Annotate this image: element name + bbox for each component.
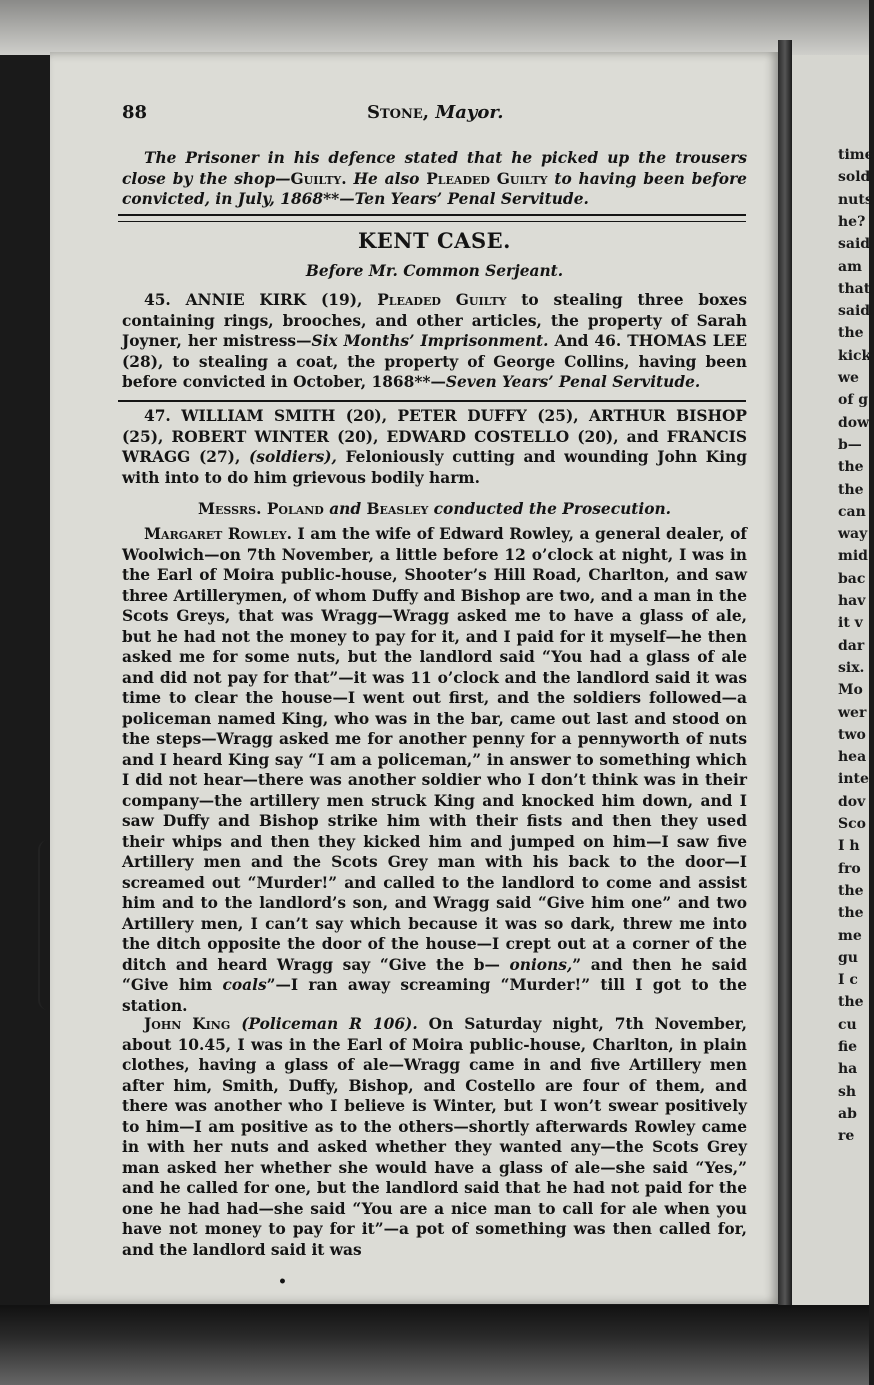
next-page-fragment: sh bbox=[838, 1083, 857, 1100]
page-number: 88 bbox=[122, 102, 148, 123]
book-page bbox=[50, 52, 780, 1304]
rowley-testimony: Margaret Rowley. I am the wife of Edward Rowley, a general dealer, of Woolwich—on 7th November, a little before 12 o’clock at night, I was in the Earl of Moira public-house, Shooter’s Hill Road, Charlton, and saw three Artillerymen, of whom Duffy and Bishop are two, and a man in the Scots Greys, that was Wragg—Wragg asked me to have a glass of ale, but he had not the money to pay for it, and I paid for it myself—he then asked me for some nuts, but the landlord said “You had a glass of ale and did not pay for that”—it was 11 o’clock and the landlord said it was time to clear the house—I went out first, and the soldiers followed—a policeman named King, who was in the bar, came out last and stood on the steps—Wragg asked me for another penny for a pennyworth of nuts and I heard King say “I am a policeman,” in answer to something which I did not hear—there was another soldier who I don’t think was in their company—the artillery men struck King and knocked him down, and I saw Duffy and Bishop strike him with their fists and then they used their whips and then they kicked him and jumped on him—I saw five Artillery men and the Scots Grey man with his back to the door—I screamed out “Murder!” and called to the landlord to come and assist him and to the landlord’s son, and Wragg said “Give him one” and two Artillery men, I can’t say which because it was so dark, threw me into the ditch opposite the door of the house—I crept out at a corner of the ditch and heard Wragg say “Give the b— onions,” and then he said “Give him coals”—I ran away screaming “Murder!” till I got to the station. bbox=[122, 525, 747, 1015]
next-page-fragment: fie bbox=[838, 1039, 858, 1055]
next-page-fragment: time bbox=[838, 147, 874, 163]
next-page-fragment: dow bbox=[838, 414, 870, 431]
next-page-fragment: I c bbox=[838, 972, 858, 989]
next-page-fragment: b— bbox=[838, 436, 862, 453]
scan-bottom-edge bbox=[0, 1305, 869, 1385]
section-rule bbox=[118, 214, 746, 222]
next-page-fragment: me bbox=[838, 927, 862, 944]
previous-case-paragraph: The Prisoner in his defence stated that he picked up the trousers close by the shop—Guilty. He also Pleaded Guilty to having been before convicted, in July, 1868**—Ten Years’ Penal Servitude. bbox=[122, 149, 747, 208]
next-page-fragment: the bbox=[838, 459, 864, 476]
next-page-fragment: we bbox=[838, 370, 859, 386]
next-page-fragment: bac bbox=[838, 570, 866, 587]
next-page-fragment: I h bbox=[838, 838, 860, 855]
case-47-heading: 47. WILLIAM SMITH (20), PETER DUFFY (25), ARTHUR BISHOP (25), ROBERT WINTER (20), EDWARD COSTELLO (20), and FRANCIS WRAGG (27), (soldiers), Feloniously cutting and wounding John King with into to do him grievous bodily harm. bbox=[122, 407, 747, 487]
next-page-fragment: fro bbox=[838, 860, 861, 877]
case-divider bbox=[118, 400, 746, 402]
next-page-fragment: the bbox=[838, 905, 864, 922]
next-page-fragment: way bbox=[838, 526, 868, 543]
next-page-fragment: the bbox=[838, 325, 864, 342]
scan-top-edge bbox=[0, 0, 869, 55]
next-page-fragment: re bbox=[838, 1128, 855, 1145]
next-page-fragment: of g bbox=[838, 392, 869, 409]
next-page-fragment: wer bbox=[838, 704, 867, 721]
next-page-fragment: nuts bbox=[838, 191, 873, 208]
counsel-line: Messrs. Poland and Beasley conducted the Prosecution. bbox=[197, 500, 672, 518]
before-line: Before Mr. Common Serjeant. bbox=[305, 262, 564, 280]
next-page-fragment: gu bbox=[838, 949, 858, 966]
next-page-fragment: cu bbox=[838, 1016, 857, 1033]
next-page-fragment: Sco bbox=[838, 816, 866, 832]
next-page-fragment: kick bbox=[838, 347, 872, 364]
next-page-fragment: that bbox=[838, 280, 871, 297]
section-title: KENT CASE. bbox=[358, 228, 511, 253]
footer-mark: • bbox=[278, 1274, 287, 1290]
next-page-fragment: ha bbox=[838, 1061, 858, 1078]
running-header bbox=[122, 102, 742, 130]
next-page-fragment: sold bbox=[838, 169, 871, 186]
next-page-edge bbox=[792, 55, 874, 1305]
next-page-fragment: can bbox=[838, 503, 866, 520]
next-page-fragment: it v bbox=[838, 615, 863, 632]
next-page-fragment: mid bbox=[838, 548, 868, 565]
next-page-fragment: dar bbox=[838, 637, 865, 654]
next-page-fragment: ab bbox=[838, 1105, 857, 1122]
king-testimony: John King (Policeman R 106). On Saturday night, 7th November, about 10.45, I was in the Earl of Moira public-house, Charlton, in plain clothes, having a glass of ale—Wragg came in and five Artillery men after him, Smith, Duffy, Bishop, and Costello are four of them, and there was another who I believe is Winter, but I won’t swear positively to him—I am positive as to the others—shortly afterwards Rowley came in with her nuts and asked whether they wanted any—the Scots Grey man asked her whether she would have a glass of ale—she said “Yes,” and he called for one, but the landlord said that he had not paid for the one he had had—she said “You are a nice man to call for ale when you have not money to pay for it”—a pot of something was then called for, and the landlord said it was bbox=[122, 1015, 747, 1259]
next-page-fragment: dov bbox=[838, 793, 866, 810]
next-page-fragment: said bbox=[838, 236, 871, 253]
next-page-fragment: said bbox=[838, 303, 871, 320]
next-page-fragment: hea bbox=[838, 749, 867, 766]
next-page-fragment: the bbox=[838, 882, 864, 899]
next-page-fragment: Mo bbox=[838, 682, 863, 699]
book-gutter bbox=[778, 40, 792, 1315]
running-head: Stone, Mayor. bbox=[367, 102, 504, 123]
next-page-fragment: the bbox=[838, 994, 864, 1011]
next-page-fragment: am bbox=[838, 258, 862, 275]
case-45-paragraph: 45. ANNIE KIRK (19), Pleaded Guilty to stealing three boxes containing rings, brooches, and other articles, the property of Sarah Joyner, her mistress—Six Months’ Imprisonment. And 46. THOMAS LEE (28), to stealing a coat, the property of George Collins, having been before convicted in October, 1868**—Seven Years’ Penal Servitude. bbox=[122, 291, 747, 391]
next-page-fragment: six. bbox=[838, 659, 865, 676]
margin-bracket-mark bbox=[38, 840, 52, 1010]
next-page-fragment: hav bbox=[838, 593, 866, 609]
next-page-fragment: two bbox=[838, 726, 866, 743]
next-page-fragment: he? bbox=[838, 213, 866, 230]
next-page-fragment: inte bbox=[838, 771, 869, 788]
next-page-fragment: the bbox=[838, 481, 864, 498]
